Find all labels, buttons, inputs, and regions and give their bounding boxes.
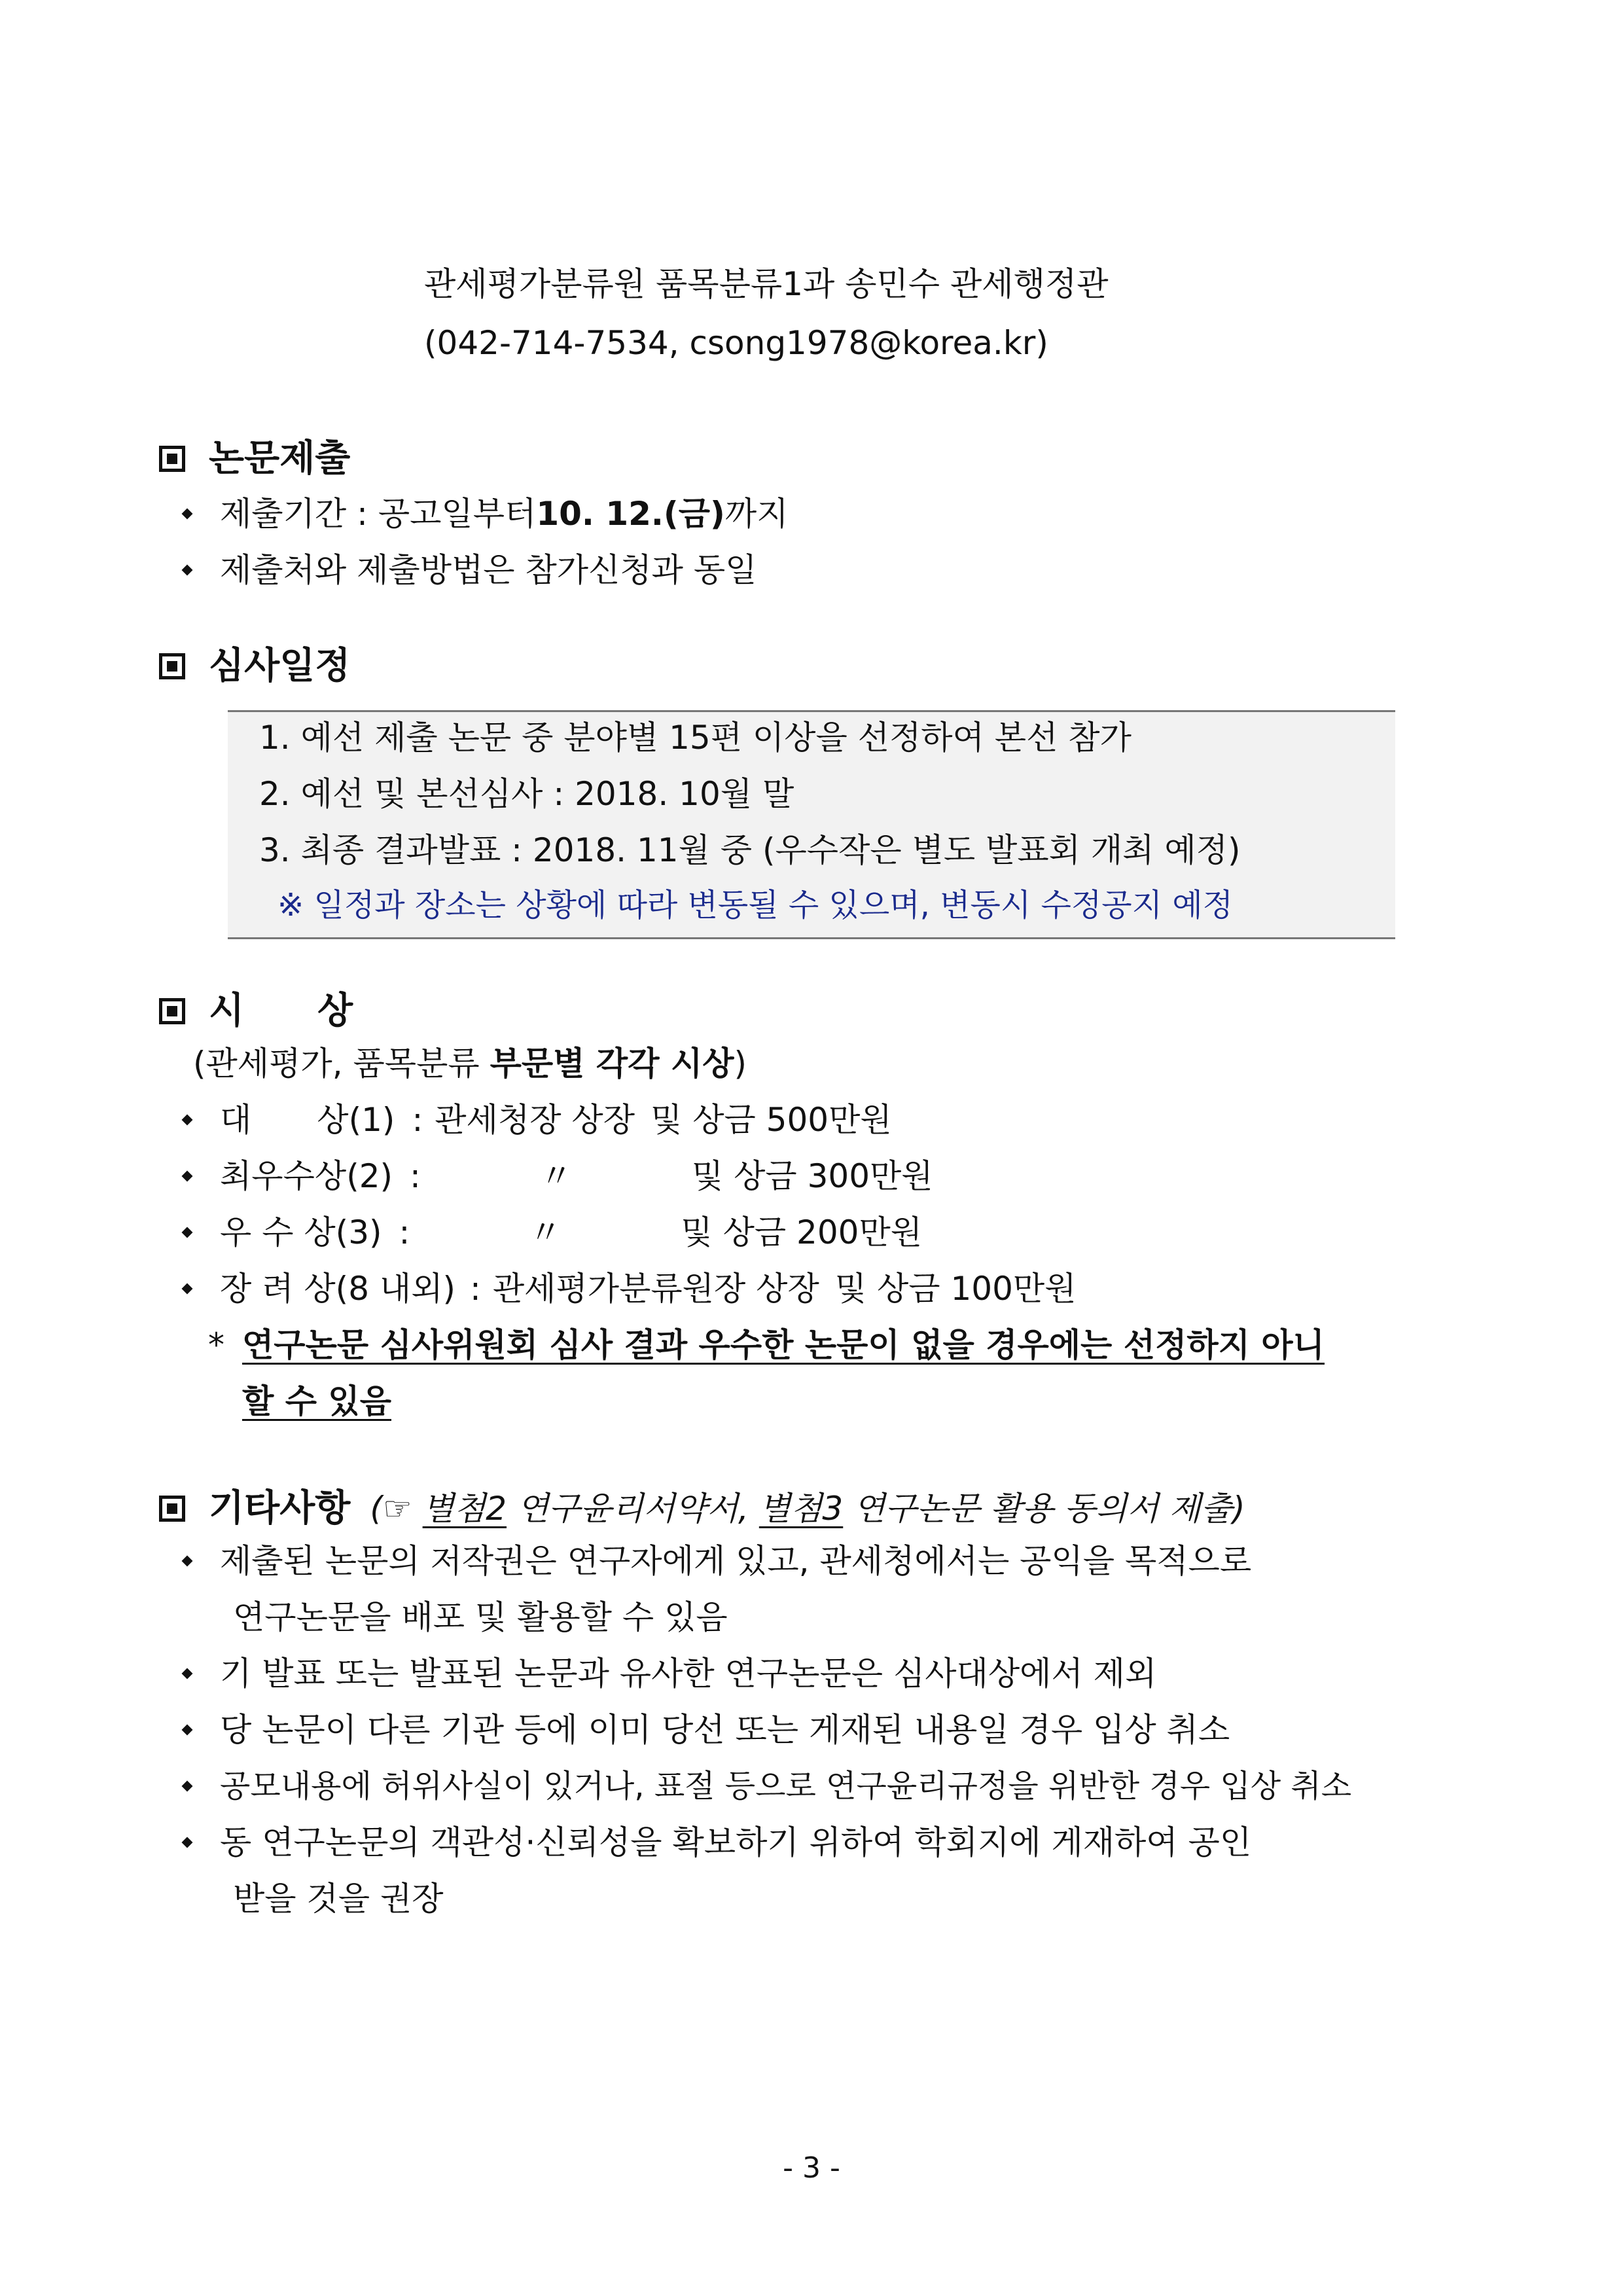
other-item-1 [183, 1541, 1251, 1581]
diamond-bullet-icon [182, 1115, 193, 1126]
schedule-item-2: 2. 예선 및 본선심사 : 2018. 10월 말 [259, 775, 794, 813]
award-row-excellence [183, 1156, 933, 1196]
schedule-box [228, 710, 1395, 939]
diamond-bullet-icon [182, 565, 193, 576]
filled-square-bullet-icon [159, 653, 185, 679]
schedule-item-1: 1. 예선 제출 논문 중 분야별 15편 이상을 선정하여 본선 참가 [259, 719, 1132, 757]
awards-note-text-2: 할 수 있음 [242, 1382, 392, 1420]
award-name: 우 수 상(3) [220, 1213, 382, 1251]
other-item-3 [183, 1710, 1230, 1750]
award-name: 장 려 상(8 내외) [220, 1270, 456, 1308]
schedule-note: ※ 일정과 장소는 상황에 따라 변동될 수 있으며, 변동시 수정공지 예정 [277, 887, 1233, 924]
other-item-1-line-1: 제출된 논문의 저작권은 연구자에게 있고, 관세청에서는 공익을 목적으로 [220, 1542, 1252, 1580]
award-prize-name: 관세평가분류원장 상장 [492, 1270, 819, 1308]
award-row-encouragement [183, 1268, 1077, 1309]
award-separator: : [399, 1213, 410, 1251]
diamond-bullet-icon [182, 1837, 193, 1848]
awards-subtitle-bold: 부문별 각각 시상 [490, 1045, 734, 1083]
filled-square-bullet-icon [159, 1496, 185, 1522]
other-heading-text: 기타사항 [209, 1487, 351, 1530]
filled-square-bullet-icon [159, 998, 185, 1024]
award-prize-money: 및 상금 500만원 [651, 1101, 892, 1139]
attachment-3-link: 별첨3 [758, 1490, 844, 1528]
award-separator: : [410, 1157, 421, 1195]
attachment-2-text: 연구윤리서약서, [507, 1490, 759, 1528]
contact-line-2: (042-714-7534, csong1978@korea.kr) [424, 324, 1048, 362]
diamond-bullet-icon [182, 1725, 193, 1736]
other-item-5 [183, 1822, 1251, 1863]
submission-period-label: 제출기간 : 공고일부터 [220, 495, 537, 533]
other-heading [159, 1486, 1245, 1532]
diamond-bullet-icon [182, 1227, 193, 1238]
submission-heading-text: 논문제출 [209, 437, 351, 480]
other-item-4 [183, 1766, 1351, 1806]
schedule-heading [159, 643, 350, 689]
contact-line-1: 관세평가분류원 품목분류1과 송민수 관세행정관 [424, 265, 1109, 303]
submission-period-suffix: 까지 [724, 495, 789, 533]
awards-heading-text: 시 상 [209, 990, 353, 1032]
awards-subtitle-prefix: (관세평가, 품목분류 [193, 1045, 490, 1083]
award-prize-money: 및 상금 200만원 [681, 1213, 923, 1251]
award-row-grand [183, 1100, 892, 1140]
other-item-2-text: 기 발표 또는 발표된 논문과 유사한 연구논문은 심사대상에서 제외 [220, 1655, 1157, 1693]
attachment-ref-prefix: (☞ [370, 1490, 423, 1528]
awards-subtitle-suffix: ) [734, 1045, 747, 1083]
submission-period-date: 10. 12.(금) [536, 495, 725, 533]
award-name: 최우수상(2) [220, 1157, 393, 1195]
award-ditto: 〃 [529, 1213, 562, 1251]
award-separator: : [412, 1101, 423, 1139]
award-prize-money: 및 상금 300만원 [691, 1157, 933, 1195]
award-ditto: 〃 [539, 1157, 573, 1195]
other-item-5-line-1: 동 연구논문의 객관성·신뢰성을 확보하기 위하여 학회지에 게재하여 공인 [220, 1823, 1252, 1861]
submission-method-text: 제출처와 제출방법은 참가신청과 동일 [220, 551, 757, 589]
other-item-4-text: 공모내용에 허위사실이 있거나, 표절 등으로 연구윤리규정을 위반한 경우 입상 취소 [220, 1768, 1352, 1804]
submission-method [183, 550, 757, 590]
award-separator: : [470, 1270, 481, 1308]
submission-heading [159, 436, 350, 482]
filled-square-bullet-icon [159, 446, 185, 472]
asterisk-mark: * [208, 1326, 224, 1364]
awards-note-text-1: 연구논문 심사위원회 심사 결과 우수한 논문이 없을 경우에는 선정하지 아니 [242, 1326, 1325, 1364]
attachment-2-link: 별첨2 [422, 1490, 507, 1528]
schedule-item-3: 3. 최종 결과발표 : 2018. 11월 중 (우수작은 별도 발표회 개최 예정) [259, 831, 1241, 869]
diamond-bullet-icon [182, 509, 193, 520]
attachment-reference [370, 1486, 1245, 1532]
diamond-bullet-icon [182, 1556, 193, 1567]
diamond-bullet-icon [182, 1283, 193, 1295]
diamond-bullet-icon [182, 1668, 193, 1679]
awards-note-line-1 [208, 1325, 1325, 1365]
award-prize-name: 관세청장 상장 [435, 1101, 635, 1139]
other-item-5-line-2: 받을 것을 권장 [233, 1880, 444, 1918]
attachment-3-text: 연구논문 활용 동의서 제출) [843, 1490, 1245, 1528]
other-item-3-text: 당 논문이 다른 기관 등에 이미 당선 또는 게재된 내용일 경우 입상 취소 [220, 1711, 1230, 1749]
award-name: 대 상(1) [220, 1101, 395, 1139]
awards-heading [159, 988, 353, 1034]
diamond-bullet-icon [182, 1781, 193, 1792]
page-number: - 3 - [783, 2151, 840, 2185]
awards-note-line-2 [242, 1381, 391, 1422]
submission-period [183, 493, 789, 534]
other-item-2 [183, 1653, 1156, 1694]
schedule-heading-text: 심사일정 [209, 645, 351, 687]
award-prize-money: 및 상금 100만원 [834, 1270, 1077, 1308]
award-row-merit [183, 1212, 922, 1253]
awards-subtitle [193, 1043, 747, 1084]
diamond-bullet-icon [182, 1171, 193, 1182]
other-item-1-line-2: 연구논문을 배포 및 활용할 수 있음 [233, 1598, 728, 1636]
